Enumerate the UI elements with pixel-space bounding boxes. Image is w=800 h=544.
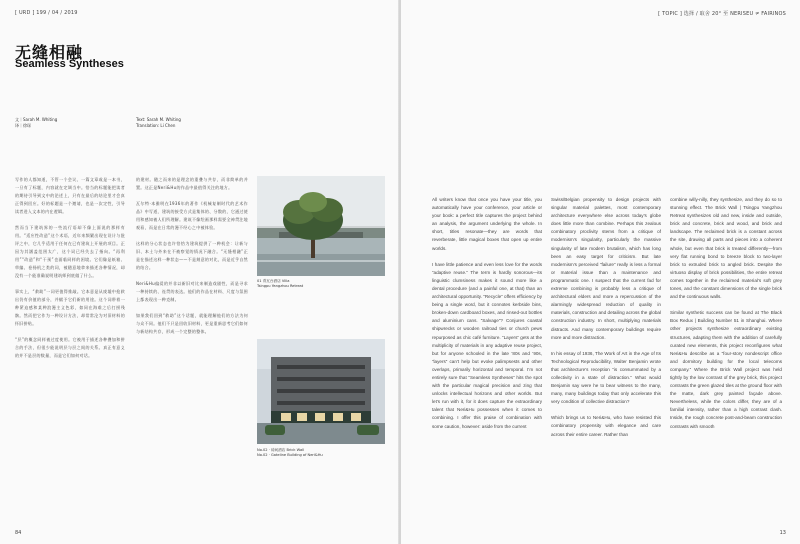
article-title-english: Seamless Syntheses xyxy=(15,58,124,70)
english-column-2 xyxy=(551,196,661,536)
paragraph: 的建材。随之而来的是理念的重叠与共存，而非简单的并置。这正是Neri&Hu的作品中最值得关注的地方。 xyxy=(136,177,248,190)
paragraph: Which brings us to Neri&Hu, who have resisted this combinatory propensity with elegance and care across their entire career. Rather than xyxy=(551,415,661,437)
left-page-number: 84 xyxy=(15,530,22,536)
paragraph: In his essay of 1936, The Work of Art in the Age of Its Technological Reproducibility, Walter Benjamin wrote that architecture’s reception “is consummated by a collectivity in a state of distraction.” What would Benjamin say were he to bear witness to the many, many, many buildings today that only accelerate this very condition of collective distraction? xyxy=(551,350,661,405)
caption-photo-2: No.02 · 砖间酒店 Brick Wall No.02 · Gateline Building of Neri&Hu xyxy=(257,448,323,457)
paragraph: I have little patience and even less love for the words “adaptive reuse.” The term is hardly sonorous—its linguistic clumsiness makes it sound more like a dental procedure (and a painful one, at that) than an architectural opportunity. “Recycle” offers efficiency by being a single word, but it connotes kerbside bins, broken-down cardboard boxes, and rinsed-out bottles and aluminium cans. “Salvage”? Conjures coastal shipwrecks or wooden railroad ties or church pews repurposed as chic café furniture. “Layers” gets at the multiplicity of materials in any adaptive reuse project, but for anyone schooled in the late ’80s and ’90s, “layers” can’t help but evoke palimpsests and other overlaps, primarily horizontal and temporal. I’m not entirely sure that “Seamless Syntheses” hits the spot with the particular magical precision and zing that unlocks intellectual horizons and other worlds. But let’s run with it, for it does capture the extraordinary talent that Neri&Hu possesses when it comes to combining. I offer this praise of combination with some caution, however: aside from the current xyxy=(432,261,542,429)
paragraph: 这样的分心状态也许恰恰为建筑提供了一种机会：让新与旧、本土与外来在不被察觉的情况下融合。“无缝相融”正是在描述这样一种状态——不是刻意的对比，而是近乎自然的结合。 xyxy=(136,241,248,270)
paragraph: Swiss/Belgian propensity to design projects with singular material palettes, most contemporary architecture everywhere else across today’s globe does little more than combine. Perhaps this zealous combinatory proclivity stems from a critique of modernism’s singularity, particularly the massive singularity of late modern brutalism, which has long been an easy target for criticism. But late modernism’s perceived “failure” really is less a formal or material issue than a maintenance and programmatic one. I suspect that the current fad for extreme combining is probably less a critique of architectural elders and more a repercussion of the alarmingly widespread reduction of quality in materials, construction and detailing across the global construction industry. In short, multiplying materials distracts. And many contemporary buildings require more and more distraction. xyxy=(551,197,661,340)
credit-chinese: 文｜Sarah M. Whiting 译｜徐琛 xyxy=(15,117,58,128)
left-page xyxy=(0,0,399,544)
paragraph: Similar synthetic success can be found at The Black Box Redux | Building Number 51 in Shanghai. Where other projects synthesize extraordinary existing structures, adapting them with the addition of carefully curated new elements, this project reconfigures what Neri&Hu describe as a “four-story nondescript office and dormitory building for the local telecoms company.” Where the Brick Wall project was held tightly by the low contrast of the grey brick, this project contrasts the green glazed tiles at the ground floor with the matte, dark grey painted façade above. Nevertheless, while the colors differ, they are of a familial intensity, rather than a high contrast clash. Inside, the rough concrete post-and-beam construction contrasts with smooth xyxy=(670,310,782,429)
left-running-head: [ URD ] 199 / 04 / 2019 xyxy=(15,10,78,16)
paragraph: 事实上，“救助”一词更值得推敲。它本意是从废墟中抢救出仍有价值的部分，并赋予它们新的用途。这个词带着一种紧迫感和某种浪漫主义色彩，如同在海难之后打捞残骸。然而把它作为一种设计方法，却常常沦为对旧材料的怀旧拼贴。 xyxy=(15,289,125,326)
article-title-chinese: 无缝相融 xyxy=(15,43,84,62)
right-page xyxy=(401,0,800,544)
chinese-column-2 xyxy=(136,176,248,528)
credit-english: Text: Sarah M. Whiting Translation: Li Chen xyxy=(136,117,181,128)
chinese-column-1 xyxy=(15,176,125,528)
english-column-1 xyxy=(432,196,542,536)
photo-gateline-building xyxy=(257,339,385,444)
paragraph: combine willy-nilly, they synthesize, and they do so to stunning effect. The Brick Wall | Tsingpu Yangzhou Retreat synthesizes old and new, inside and outside, brick and concrete, brick and wood, and brick and landscape. The reclaimed brick is a constant across the site, drawing all parts and pieces into a coherent whole, but even that brick is treated differently—from very flat running bond to breeze block to two-layer brick to extruded brick to angled brick. Despite the virtuoso display of brick possibilities, the entire retreat comes together in the reclaimed material’s soft grey tones, and the constant dimensions of the single brick and the continuous walls. xyxy=(670,197,782,300)
paragraph: 如果我们回到“救助”这个话题，就能理解他们的方法为何与众不同。他们不只是回收旧材料，更是重新思考它们如何与新结构共存，形成一个完整的整体。 xyxy=(136,313,248,334)
photo-tsingpu-retreat xyxy=(257,176,385,276)
paragraph: Neri&Hu偏爱的并非以新旧对比来制造戏剧性，而是寻求一种持续的、连贯的表达。他们的作品在材料、尺度与氛围上都表现出一种克制。 xyxy=(136,281,248,302)
english-column-3 xyxy=(670,196,782,536)
paragraph: 然而当下建筑界的一些流行语却不像上面说的那样有用。“适应性改造”这个术语，近年来频繁出现在设计与批评之中，它几乎适用于任何在已有建筑上开展的项目。正因为其涵盖范围太广，这个词已经失去了指向。“再利用”“改造”和“干预”也面临同样的困境。它们像是纸箱、草编、卷扬机之类的词，被随意地拿来描述各种情况，却没有一个能准确说明建筑师到底做了什么。 xyxy=(15,225,125,278)
right-running-head: [ TOPIC ] 选择 / 取舍 20° 至 NERISEU ≠ FAIRINOS xyxy=(658,11,786,17)
caption-photo-1: 01 青瓦台酒店 Villa Tsingpu Yangzhou Retreat xyxy=(257,279,304,288)
paragraph: 瓦尔特·本雅明在1936年的著作《机械复制时代的艺术作品》中写道，建筑的接受方式是集体的、分散的，它通过使用和感知被人们所理解。建筑不像绘画那样需要全神贯注地观看，而是在日常的漫不经心之中被体验。 xyxy=(136,201,248,230)
paragraph: 写作的人都知道，不管一个会议、一篇文章或是一本书，一旦有了标题，内容就在定调当中。恰当的标题能把读者的期待引导到文中的论述上，只有在最后的结论里才会真正得到回应。好的标题是一个邀请，也是一次定性，引导读者进入文本的内在逻辑。 xyxy=(15,177,125,214)
paragraph: All writers know that once you have your title, you automatically have your conference, your article or your book: a perfect title captures the project behind an analysis, the argument underlying the whole. In short, titles resonate—they are words that reverberate, little magical boxes that open up entire worlds. xyxy=(432,197,542,251)
paragraph: “层”的概念同样被过度使用。它被用于描述各种叠加和拼合的手法，但很少能说明层与层之间的关系。真正有意义的并不是层的数量，而是它们如何对话。 xyxy=(15,337,125,358)
right-page-number: 13 xyxy=(779,530,786,536)
